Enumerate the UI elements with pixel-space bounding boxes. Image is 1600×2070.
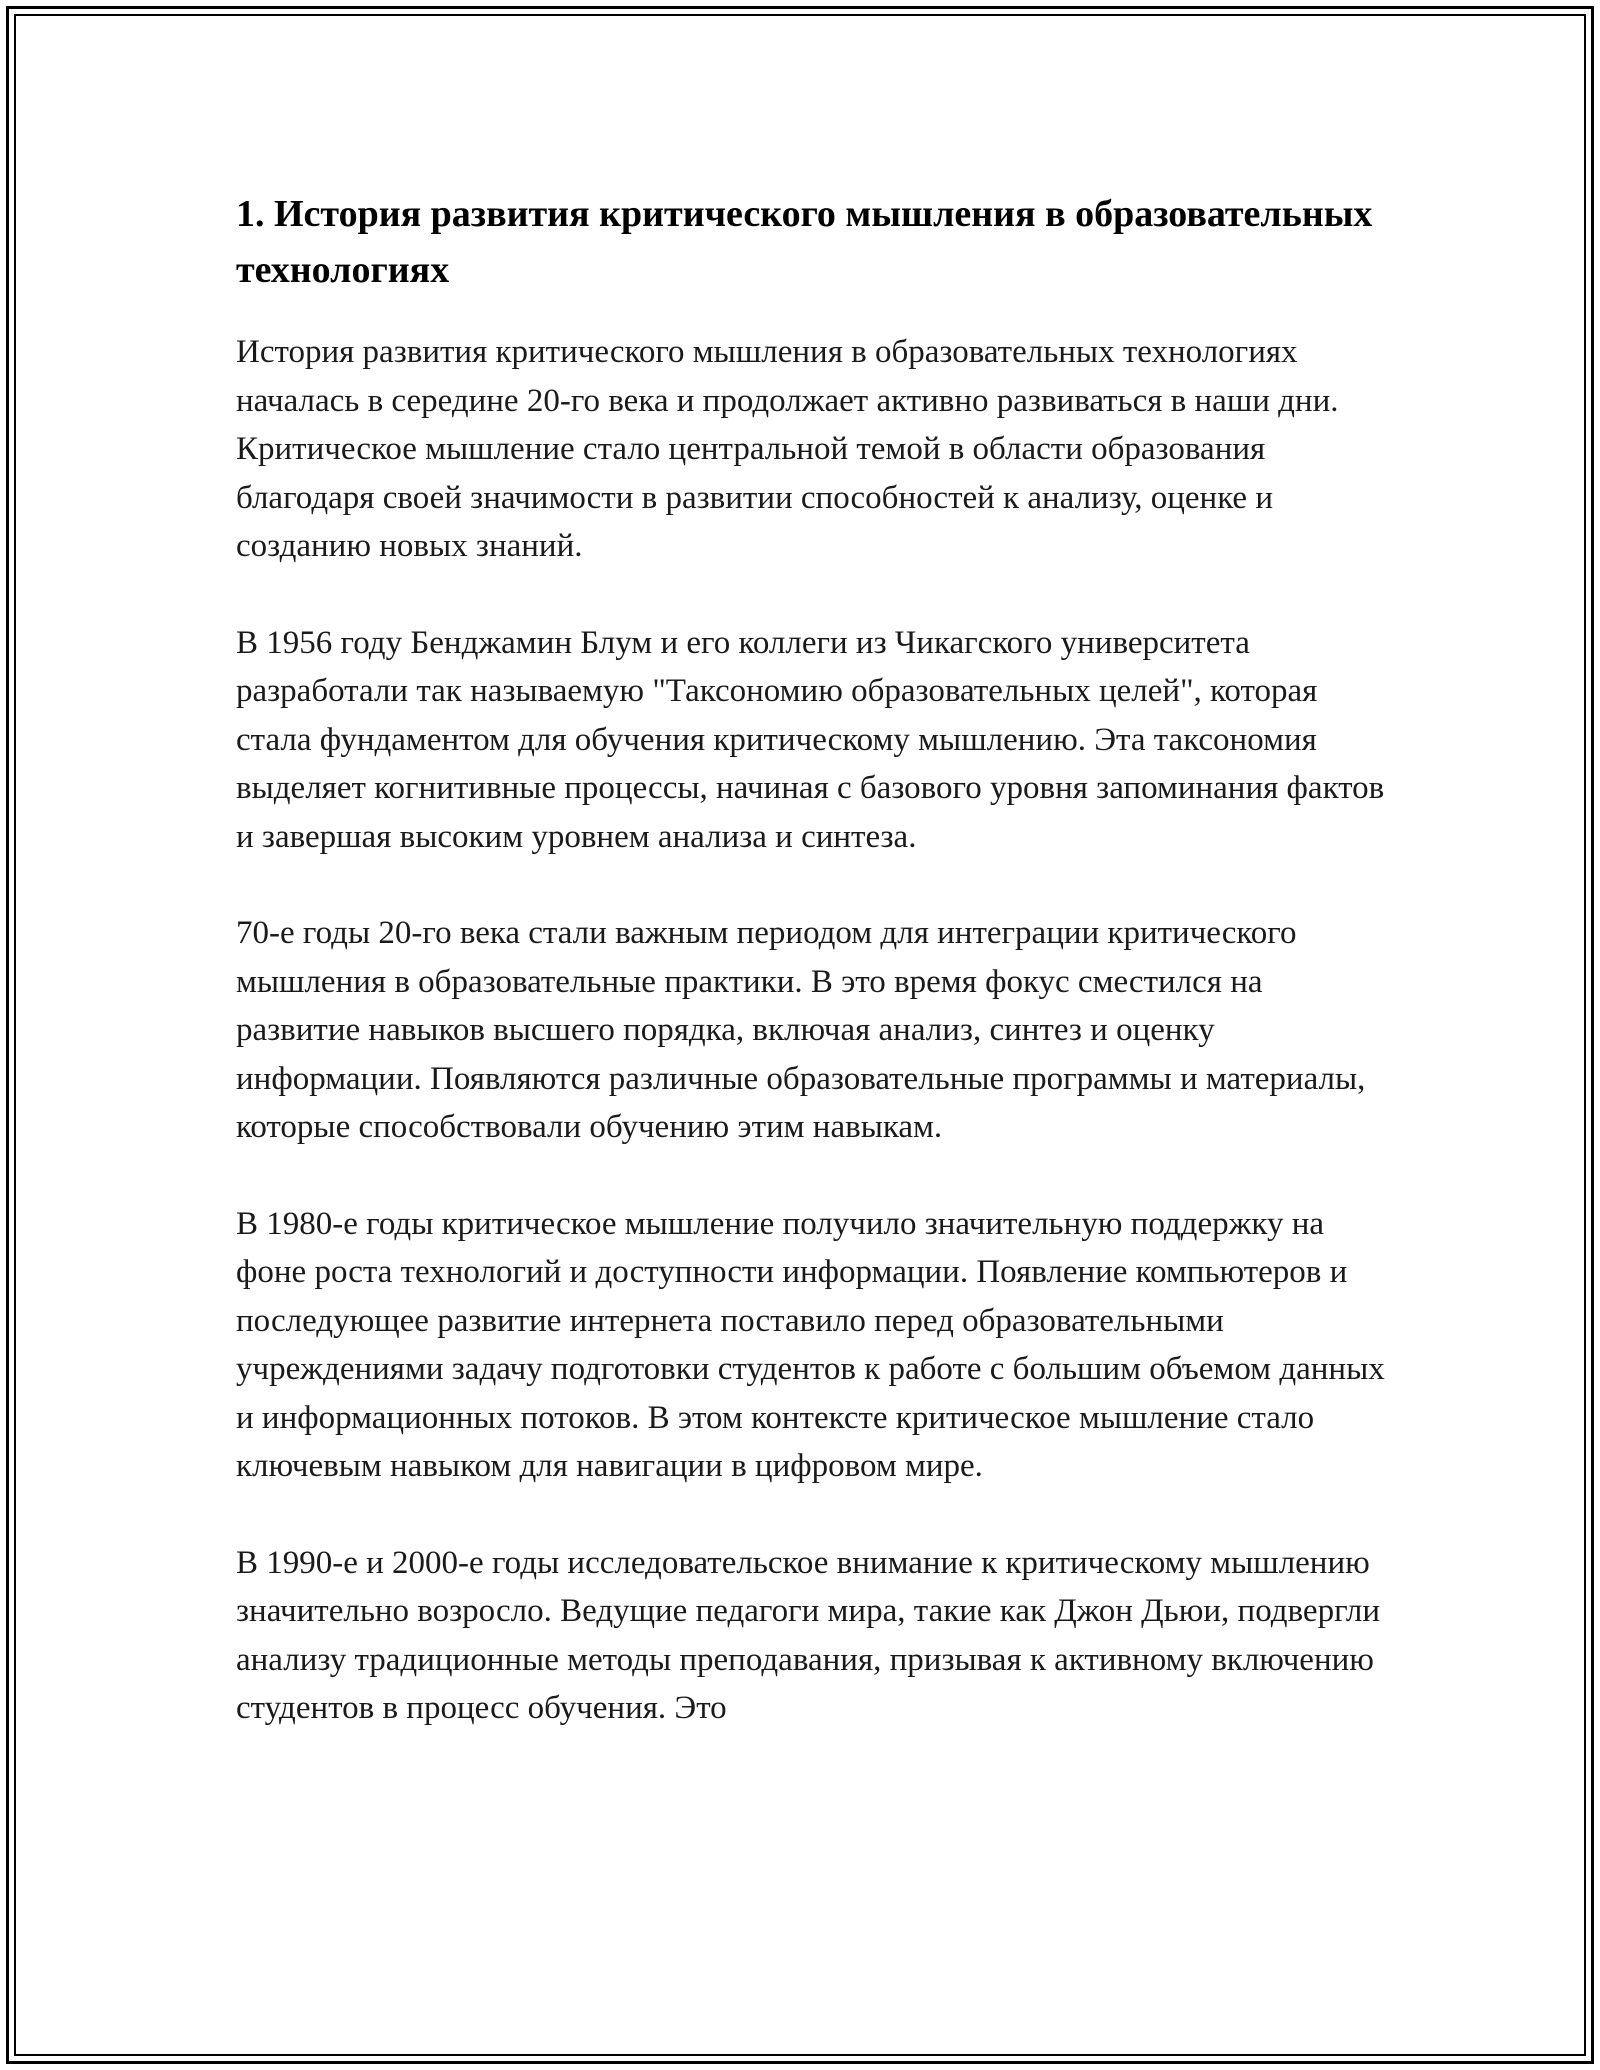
paragraph-5: В 1990-е и 2000-е годы исследовательское внимание к критическому мышлению значительно возросло. Ведущие педагоги мира, такие как Джон Дьюи, подвергли анализу традиционные методы преподавания, призывая к активному включению студентов в процесс обучения. Это — [236, 1544, 1381, 1726]
document-body — [236, 186, 1386, 1733]
paragraph-2: В 1956 году Бенджамин Блум и его коллеги из Чикагского университета разработали так называемую "Таксономию образовательных целей", которая стала фундаментом для обучения критическому мышлению. Эта таксономия выделяет когнитивные процессы, начиная с базового уровня запоминания фактов и завершая высоким уровнем анализа и синтеза. — [236, 624, 1385, 855]
section-heading: 1. История развития критического мышления в образовательных технологиях — [236, 193, 1373, 291]
paragraph-3: 70-е годы 20-го века стали важным периодом для интеграции критического мышления в образовательные практики. В это время фокус сместился на развитие навыков высшего порядка, включая анализ, синтез и оценку информации. Появляются различные образовательные программы и материалы, которые способствовали обучению этим навыкам. — [236, 915, 1366, 1145]
paragraph-1: История развития критического мышления в образовательных технологиях началась в середине 20-го века и продолжает активно развиваться в наши дни. Критическое мышление стало центральной темой в области образования благодаря своей значимости в развитии способностей к анализу, оценке и созданию новых знаний. — [236, 334, 1339, 564]
paragraph-4: В 1980-е годы критическое мышление получило значительную поддержку на фоне роста технологий и доступности информации. Появление компьютеров и последующее развитие интернета поставило перед образовательными учреждениями задачу подготовки студентов к работе с большим объемом данных и информационных потоков. В этом контексте критическое мышление стало ключевым навыком для навигации в цифровом мире. — [236, 1205, 1385, 1484]
